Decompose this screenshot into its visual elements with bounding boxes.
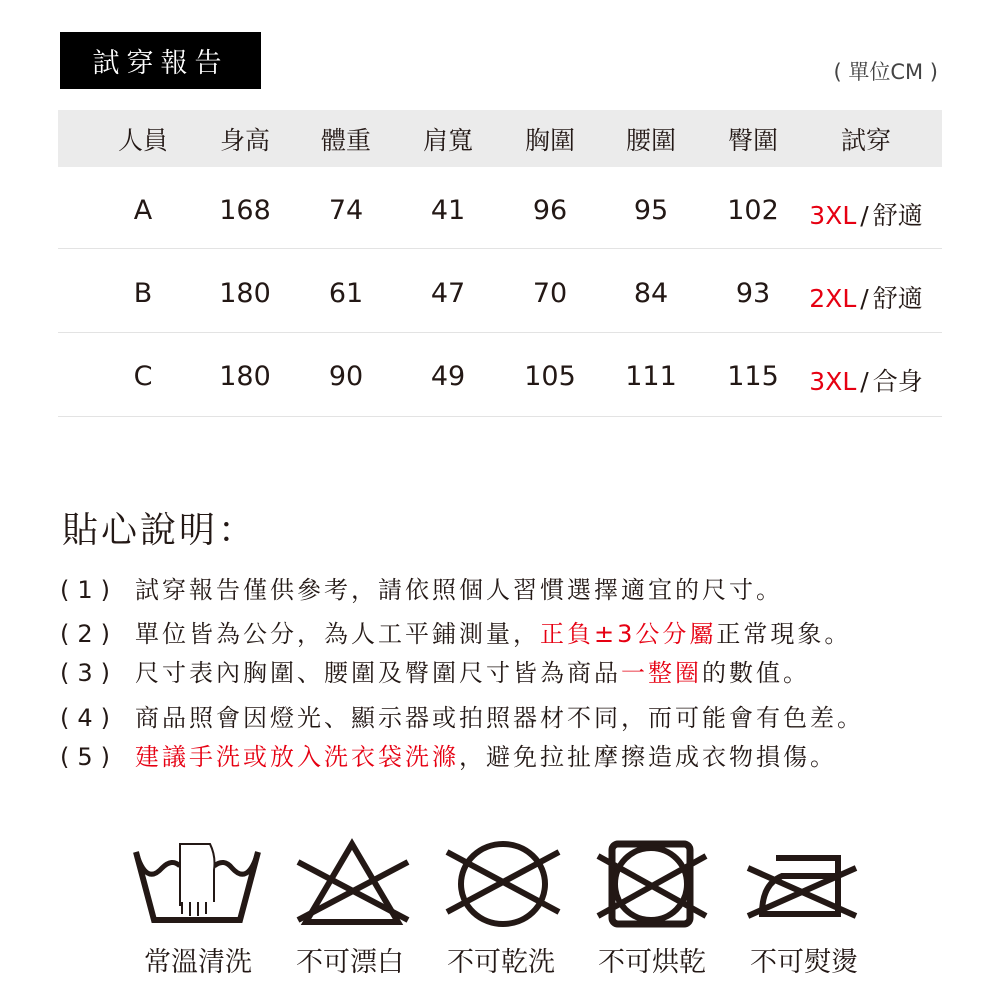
cell-person: B xyxy=(133,278,153,309)
no-iron-icon xyxy=(744,836,864,931)
cell-height: 180 xyxy=(219,278,271,309)
no-dry-clean-icon xyxy=(443,836,563,931)
fit-separator: / xyxy=(860,284,869,313)
note-text-end: 的數值。 xyxy=(702,659,810,687)
fit-separator: / xyxy=(860,201,869,230)
note-highlight: 建議手洗或放入洗衣袋洗滌 xyxy=(135,743,459,771)
col-waist: 腰圍 xyxy=(625,126,677,155)
col-weight: 體重 xyxy=(320,126,372,155)
no-bleach-icon xyxy=(292,836,412,931)
note-number: (1) xyxy=(60,576,118,604)
cell-chest: 105 xyxy=(524,361,576,392)
note-text: 商品照會因燈光、顯示器或拍照器材不同，而可能會有色差。 xyxy=(135,704,864,732)
care-label-no-dry-clean: 不可乾洗 xyxy=(447,947,555,978)
row-divider xyxy=(58,416,942,417)
col-fit: 試穿 xyxy=(840,126,892,155)
unit-label: ( 單位CM ) xyxy=(833,60,938,84)
cell-weight: 74 xyxy=(328,195,364,226)
note-text: 單位皆為公分，為人工平鋪測量， xyxy=(135,620,540,648)
cell-person: A xyxy=(133,195,153,226)
fit-separator: / xyxy=(860,367,869,396)
cell-fit xyxy=(809,279,922,315)
note-highlight: 一整圈 xyxy=(621,659,702,687)
cell-hip: 102 xyxy=(727,195,779,226)
note-text-end: ，避免拉扯摩擦造成衣物損傷。 xyxy=(459,743,837,771)
cell-hip: 93 xyxy=(735,278,771,309)
col-person: 人員 xyxy=(117,126,169,155)
care-label-no-tumble-dry: 不可烘乾 xyxy=(598,947,706,978)
col-hip: 臀圍 xyxy=(727,126,779,155)
cell-shoulder: 49 xyxy=(430,361,466,392)
table-header xyxy=(58,110,942,167)
care-label-no-iron: 不可熨燙 xyxy=(750,947,858,978)
note-item xyxy=(60,653,810,688)
note-highlight: 正負±3公分屬 xyxy=(540,620,717,648)
row-divider xyxy=(58,332,942,333)
note-item xyxy=(60,698,864,733)
cell-person: C xyxy=(133,361,153,392)
cell-height: 168 xyxy=(219,195,271,226)
fit-size: 3XL xyxy=(809,367,857,396)
cell-weight: 90 xyxy=(328,361,364,392)
cell-shoulder: 41 xyxy=(430,195,466,226)
col-height: 身高 xyxy=(219,126,271,155)
row-divider xyxy=(58,248,942,249)
care-label-hand-wash: 常溫清洗 xyxy=(144,947,252,978)
care-label-no-bleach: 不可漂白 xyxy=(296,947,404,978)
no-tumble-dry-icon xyxy=(594,836,714,931)
fit-comment: 舒適 xyxy=(872,201,923,230)
cell-fit xyxy=(809,362,922,398)
note-number: (5) xyxy=(60,743,118,771)
cell-waist: 95 xyxy=(633,195,669,226)
fit-comment: 合身 xyxy=(872,367,923,396)
cell-chest: 70 xyxy=(532,278,568,309)
note-number: (4) xyxy=(60,704,118,732)
cell-waist: 84 xyxy=(633,278,669,309)
cell-waist: 111 xyxy=(625,361,677,392)
cell-height: 180 xyxy=(219,361,271,392)
report-title: 試穿報告 xyxy=(60,32,261,89)
note-item xyxy=(60,570,783,605)
cell-hip: 115 xyxy=(727,361,779,392)
fit-size: 3XL xyxy=(809,201,857,230)
notes-heading: 貼心說明： xyxy=(62,510,258,551)
hand-wash-icon xyxy=(132,836,262,926)
cell-fit xyxy=(809,196,922,232)
note-item xyxy=(60,737,837,772)
note-text-end: 正常現象。 xyxy=(716,620,852,648)
fit-comment: 舒適 xyxy=(872,284,923,313)
note-number: (2) xyxy=(60,620,118,648)
note-number: (3) xyxy=(60,659,118,687)
col-chest: 胸圍 xyxy=(524,126,576,155)
col-shoulder: 肩寬 xyxy=(422,126,474,155)
cell-shoulder: 47 xyxy=(430,278,466,309)
note-item xyxy=(60,614,851,649)
fit-size: 2XL xyxy=(809,284,857,313)
note-text: 尺寸表內胸圍、腰圍及臀圍尺寸皆為商品 xyxy=(135,659,621,687)
note-text: 試穿報告僅供參考，請依照個人習慣選擇適宜的尺寸。 xyxy=(135,576,783,604)
cell-weight: 61 xyxy=(328,278,364,309)
cell-chest: 96 xyxy=(532,195,568,226)
